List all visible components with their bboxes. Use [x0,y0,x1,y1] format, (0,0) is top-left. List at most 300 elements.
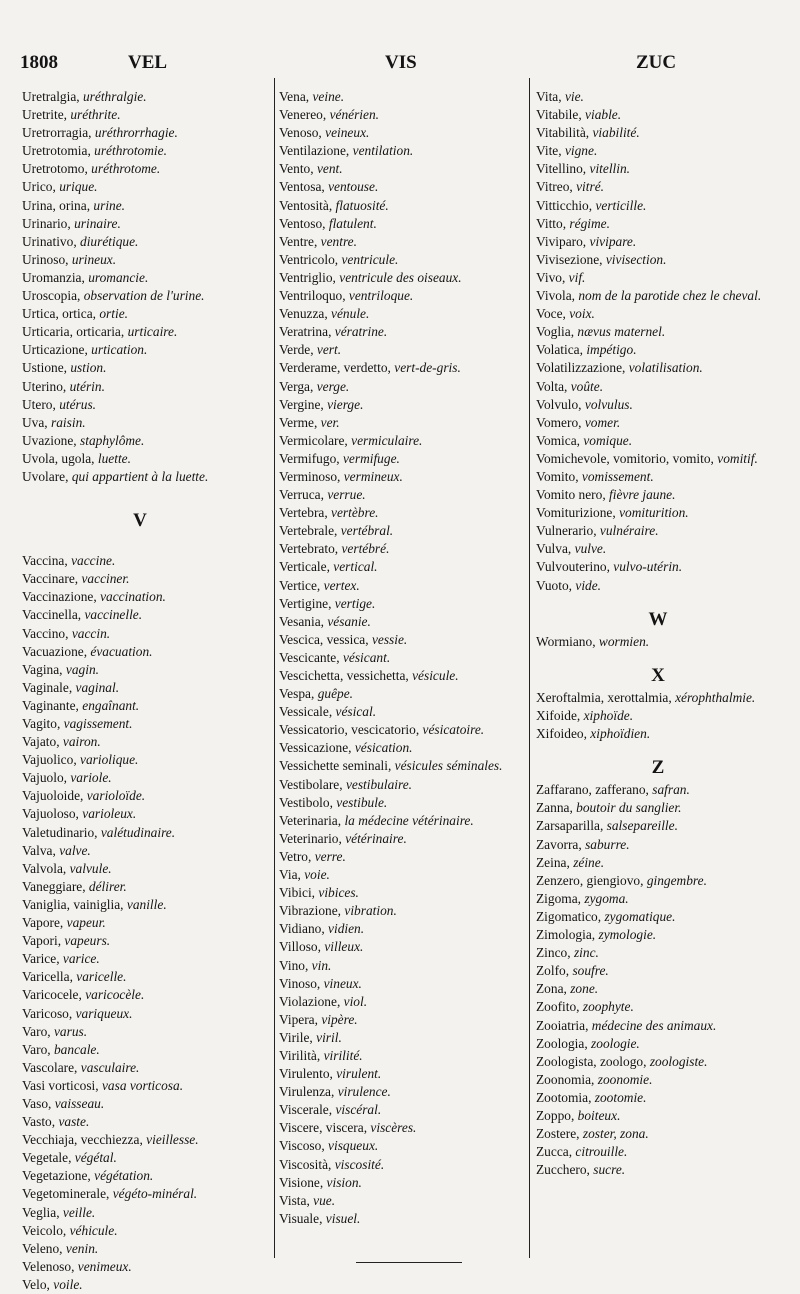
entry-translation: visqueux. [328,1138,379,1154]
entry-headword: Vajuolico, [22,752,81,768]
dictionary-entry [22,88,272,106]
dictionary-entry [536,908,794,926]
entry-translation: ventre. [320,233,357,249]
dictionary-entry [279,468,525,486]
dictionary-entry [22,842,272,860]
entry-headword: Voce, [536,306,570,322]
entry-headword: Uroscopia, [22,288,84,304]
dictionary-entry [536,1053,794,1071]
entry-headword: Urinativo, [22,233,81,249]
entry-headword: Vaccinazione, [22,589,101,605]
entry-headword: Ventilazione, [279,143,353,159]
dictionary-entry [279,88,525,106]
entry-translation: voile. [53,1276,83,1292]
dictionary-entry [22,287,272,305]
entry-headword: Vasi vorticosi, [22,1077,102,1093]
entry-headword: Volta, [536,378,571,394]
entry-headword: Vegetale, [22,1150,75,1166]
entry-headword: Vessicale, [279,704,336,720]
entry-headword: Vibici, [279,885,319,901]
dictionary-entry [536,450,794,468]
entry-translation: viril. [316,1029,342,1045]
dictionary-entry [279,975,525,993]
entry-headword: Zootomia, [536,1089,595,1105]
dictionary-entry [536,106,794,124]
entry-headword: Viviparo, [536,233,590,249]
entry-translation: vapeur. [66,915,106,931]
dictionary-entry [279,757,525,775]
entry-headword: Vuoto, [536,577,576,593]
entry-translation: vésanie. [327,613,371,629]
dictionary-entry [536,1071,794,1089]
entry-headword: Vegetominerale, [22,1186,113,1202]
dictionary-entry [536,160,794,178]
dictionary-entry [279,830,525,848]
dictionary-entry [22,233,272,251]
entry-headword: Uretrotomo, [22,161,92,177]
entry-headword: Venuzza, [279,306,332,322]
entry-headword: Vertebra, [279,505,332,521]
entry-headword: Zigoma, [536,890,585,906]
entry-headword: Vertice, [279,577,324,593]
entry-headword: Vapori, [22,933,65,949]
dictionary-entry [279,414,525,432]
entry-translation: vasa vorticosa. [101,1077,184,1093]
entry-translation: vertèbre. [331,505,379,521]
entry-translation: vert. [316,342,342,358]
dictionary-entry [22,1258,272,1276]
dictionary-entry [536,287,794,305]
entry-translation: engaînant. [82,697,140,713]
entry-translation: impétigo. [586,342,637,358]
dictionary-entry [279,848,525,866]
entry-headword: Valetudinario, [22,824,101,840]
entry-translation: varioleux. [82,806,137,822]
dictionary-entry [536,854,794,872]
dictionary-entry [536,396,794,414]
entry-translation: viabilité. [592,125,640,141]
dictionary-entry [279,884,525,902]
dictionary-entry [536,944,794,962]
entry-translation: vulnéraire. [599,523,659,539]
entry-translation: vessie. [371,631,408,647]
entry-translation: vivipare. [589,233,637,249]
entry-translation: citrouille. [575,1144,628,1160]
entry-translation: zygomatique. [604,908,676,924]
entry-headword: Vulvouterino, [536,559,614,575]
dictionary-entry [279,776,525,794]
dictionary-entry [279,938,525,956]
dictionary-entry [279,739,525,757]
entry-headword: Urticaria, orticaria, [22,324,128,340]
dictionary-entry [22,643,272,661]
dictionary-entry [279,685,525,703]
dictionary-entry [279,359,525,377]
dictionary-entry [22,697,272,715]
entry-headword: Vessichette seminali, [279,758,395,774]
dictionary-entry [279,305,525,323]
entry-translation: vierge. [327,396,364,412]
entry-headword: Visione, [279,1174,327,1190]
entry-headword: Uromanzia, [22,269,89,285]
dictionary-entry [279,215,525,233]
dictionary-entry [279,1047,525,1065]
entry-headword: Vescicante, [279,649,343,665]
entry-translation: ventouse. [328,179,379,195]
dictionary-entry [536,558,794,576]
entry-headword: Velenoso, [22,1258,78,1274]
entry-translation: flatuosité. [335,197,389,213]
dictionary-entry [536,1107,794,1125]
entry-headword: Vomito nero, [536,487,610,503]
dictionary-entry [536,689,794,707]
entry-headword: Ventosa, [279,179,329,195]
column-1 [22,88,272,1294]
entry-translation: uréthralgie. [82,89,147,104]
entry-translation: valve. [59,842,91,858]
entry-translation: volatilisation. [628,360,703,376]
entry-translation: vermiculaire. [351,432,423,448]
entry-headword: Zostere, [536,1126,583,1142]
entry-translation: verre. [314,848,346,864]
entry-headword: Zinco, [536,945,574,961]
entry-headword: Vite, [536,143,565,159]
entry-headword: Virulenza, [279,1084,338,1100]
dictionary-entry [536,432,794,450]
entry-headword: Ventre, [279,233,321,249]
entry-translation: vif. [568,269,586,285]
entry-translation: soufre. [572,963,609,979]
dictionary-entry [279,703,525,721]
dictionary-entry [279,613,525,631]
entry-headword: Zaffarano, zafferano, [536,782,653,798]
dictionary-entry [22,751,272,769]
dictionary-entry [279,1083,525,1101]
section-letter-heading: X [651,664,665,686]
dictionary-entry [536,781,794,799]
entry-translation: urique. [59,179,98,195]
entry-headword: Verruca, [279,487,328,503]
entry-translation: veille. [62,1204,96,1220]
dictionary-entry [536,178,794,196]
entry-translation: urtication. [91,342,148,358]
dictionary-entry [22,1185,272,1203]
entry-headword: Uretralgia, [22,89,83,104]
entry-headword: Volvulo, [536,396,585,412]
dictionary-entry [22,950,272,968]
dictionary-entry [279,1119,525,1137]
entry-headword: Vomichevole, vomitorio, vomito, [536,450,718,466]
section-letter-heading: W [648,608,668,630]
entry-headword: Vagina, [22,661,66,677]
dictionary-entry [22,661,272,679]
entry-headword: Zucca, [536,1144,576,1160]
entry-headword: Vasto, [22,1114,59,1130]
entry-translation: nævus maternel. [577,324,666,340]
spacer [22,530,272,552]
entry-translation: xiphoïdien. [590,726,651,742]
entry-translation: varioloïde. [86,788,146,804]
entry-headword: Utero, [22,396,60,412]
dictionary-entry [22,124,272,142]
entry-headword: Ventosità, [279,197,336,213]
entry-translation: vanille. [126,896,167,912]
entry-headword: Vibrazione, [279,903,345,919]
entry-translation: urine. [93,197,126,213]
entry-translation: évacuation. [90,643,153,659]
entry-headword: Vitabile, [536,107,586,123]
entry-translation: vomissement. [581,468,654,484]
entry-headword: Venereo, [279,107,330,123]
dictionary-entry [22,178,272,196]
dictionary-entry [279,450,525,468]
dictionary-entry [279,540,525,558]
entry-translation: verge. [316,378,350,394]
entry-translation: utérin. [69,378,105,394]
dictionary-entry [22,396,272,414]
entry-headword: Zarsaparilla, [536,818,607,834]
entry-headword: Varicella, [22,969,77,985]
entry-headword: Xeroftalmia, xerottalmia, [536,689,676,705]
entry-headword: Ventricolo, [279,251,342,267]
entry-headword: Verderame, verdetto, [279,360,395,376]
dictionary-entry [279,993,525,1011]
entry-translation: vie. [564,89,584,104]
dictionary-entry [22,1240,272,1258]
entry-headword: Varicocele, [22,987,86,1003]
entry-translation: végétal. [74,1150,117,1166]
dictionary-entry [22,625,272,643]
entry-headword: Visuale, [279,1210,326,1226]
entry-translation: vésicule. [412,668,459,683]
dictionary-entry [22,450,272,468]
entry-headword: Vessicatorio, vescicatorio, [279,722,423,738]
entry-translation: zygoma. [584,890,629,906]
dictionary-entry [536,88,794,106]
dictionary-entry [279,558,525,576]
entry-translation: vulve. [574,541,607,557]
entry-translation: varicocèle. [85,987,145,1003]
entry-translation: boutoir du sanglier. [576,800,682,816]
dictionary-entry [536,1161,794,1179]
entry-headword: Viscere, viscera, [279,1120,371,1136]
entry-translation: uréthrorrhagie. [94,125,178,141]
dictionary-entry [279,631,525,649]
dictionary-entry [22,769,272,787]
dictionary-entry [536,251,794,269]
dictionary-entry [536,890,794,908]
dictionary-entry [279,160,525,178]
dictionary-entry [22,1077,272,1095]
entry-translation: vaccine. [71,553,116,569]
entry-headword: Urticazione, [22,342,92,358]
entry-translation: vertébré. [341,541,390,557]
dictionary-entry [536,359,794,377]
entry-translation: diurétique. [80,233,139,249]
dictionary-entry [536,1017,794,1035]
entry-translation: utérus. [59,396,97,412]
entry-headword: Veglia, [22,1204,63,1220]
entry-headword: Ventoso, [279,215,329,231]
dictionary-entry [22,733,272,751]
entry-headword: Vaginante, [22,697,83,713]
entry-headword: Vino, [279,957,312,973]
dictionary-entry [536,504,794,522]
entry-headword: Velo, [22,1276,54,1292]
entry-headword: Vidiano, [279,921,329,937]
entry-headword: Vajuolo, [22,770,71,786]
entry-headword: Vagito, [22,716,64,731]
column-divider [274,78,275,1258]
entry-translation: uréthrotome. [91,161,161,177]
entry-translation: safran. [652,782,690,798]
entry-translation: variolique. [80,752,139,768]
entry-headword: Viscosità, [279,1156,335,1172]
dictionary-entry [279,124,525,142]
entry-headword: Vacuazione, [22,643,91,659]
entry-translation: zoster, zona. [582,1126,649,1142]
entry-headword: Vitticchio, [536,197,596,213]
entry-translation: ventricule. [341,251,399,267]
entry-translation: raisin. [51,414,86,430]
entry-translation: xiphoïde. [583,708,634,723]
entry-translation: bancale. [53,1041,100,1057]
entry-headword: Vajuoloide, [22,788,87,804]
entry-translation: verticille. [595,197,647,213]
entry-headword: Vitto, [536,215,570,231]
entry-headword: Zeina, [536,854,574,870]
entry-headword: Vulnerario, [536,523,600,539]
dictionary-entry [22,359,272,377]
entry-headword: Villoso, [279,939,325,955]
dictionary-entry [22,787,272,805]
entry-translation: vitré. [576,179,604,195]
dictionary-entry [22,160,272,178]
entry-headword: Zavorra, [536,836,586,852]
entry-headword: Veratrina, [279,324,335,340]
spacer [22,486,272,512]
entry-headword: Zucchero, [536,1162,594,1178]
entry-headword: Uterino, [22,378,70,394]
entry-translation: viol. [343,993,368,1009]
dictionary-entry [22,341,272,359]
column-2 [279,88,525,1228]
entry-headword: Zolfo, [536,963,573,979]
dictionary-entry [22,878,272,896]
dictionary-entry [536,414,794,432]
entry-headword: Virile, [279,1029,317,1045]
entry-translation: gingembre. [646,872,707,888]
dictionary-entry [22,1167,272,1185]
entry-translation: guêpe. [317,686,354,702]
entry-headword: Vermicolare, [279,432,352,448]
dictionary-entry [22,1113,272,1131]
entry-headword: Varo, [22,1023,54,1039]
spacer [536,651,794,667]
entry-translation: vitellin. [589,161,631,177]
dictionary-entry [22,1149,272,1167]
entry-translation: vieillesse. [146,1132,199,1148]
page-number: 1808 [20,52,58,73]
entry-translation: zoologiste. [649,1053,708,1069]
entry-headword: Vespa, [279,686,318,702]
dictionary-entry [279,577,525,595]
entry-translation: vaccin. [71,625,111,641]
entry-translation: vomique. [583,432,633,448]
dictionary-entry [279,142,525,160]
entry-translation: vairon. [62,734,101,750]
dictionary-entry [22,715,272,733]
entry-headword: Varicoso, [22,1005,76,1021]
entry-headword: Vomero, [536,414,585,430]
dictionary-entry [536,998,794,1016]
dictionary-entry [279,1065,525,1083]
entry-headword: Volatilizzazione, [536,360,629,376]
entry-translation: vidien. [328,921,365,937]
dictionary-entry [279,595,525,613]
dictionary-entry [536,323,794,341]
entry-translation: zéine. [573,854,605,870]
entry-headword: Ventriglio, [279,269,340,285]
dictionary-entry [22,896,272,914]
dictionary-entry [279,1137,525,1155]
entry-headword: Varo, [22,1041,54,1057]
entry-headword: Valvola, [22,860,70,876]
entry-headword: Verga, [279,378,317,394]
entry-headword: Wormiano, [536,633,599,649]
entry-headword: Vivo, [536,269,569,285]
dictionary-entry [22,860,272,878]
dictionary-entry [279,1011,525,1029]
entry-headword: Varice, [22,951,63,967]
entry-headword: Veterinaria, [279,812,345,828]
entry-headword: Vaneggiare, [22,878,89,894]
entry-headword: Vista, [279,1192,314,1208]
entry-translation: vaisseau. [54,1095,105,1111]
dictionary-entry [22,914,272,932]
entry-headword: Vajato, [22,734,63,750]
dictionary-entry [279,432,525,450]
entry-headword: Vaccina, [22,553,72,569]
entry-headword: Vessicazione, [279,740,355,756]
dictionary-entry [22,305,272,323]
entry-translation: venimeux. [77,1258,132,1274]
entry-headword: Virilità, [279,1047,324,1063]
entry-headword: Vertebrale, [279,523,341,539]
dictionary-entry [536,799,794,817]
entry-translation: vomitif. [717,450,758,466]
entry-headword: Veleno, [22,1240,66,1256]
dictionary-entry [536,1125,794,1143]
entry-headword: Uretrite, [22,107,71,123]
column-3 [536,88,794,1179]
entry-translation: végétation. [94,1168,154,1184]
dictionary-entry [536,305,794,323]
entry-translation: boiteux. [577,1107,621,1123]
entry-translation: ventricule des oiseaux. [339,269,462,285]
entry-translation: villeux. [324,939,364,955]
entry-headword: Urtica, ortica, [22,306,100,322]
entry-headword: Zoologista, zoologo, [536,1053,650,1069]
entry-headword: Vipera, [279,1011,322,1027]
entry-translation: vésicant. [342,649,391,665]
entry-headword: Vestibolare, [279,776,346,792]
section-letter-heading: Z [651,757,665,779]
dictionary-entry [279,178,525,196]
column-divider [529,78,530,1258]
dictionary-entry [22,679,272,697]
dictionary-entry [22,1023,272,1041]
